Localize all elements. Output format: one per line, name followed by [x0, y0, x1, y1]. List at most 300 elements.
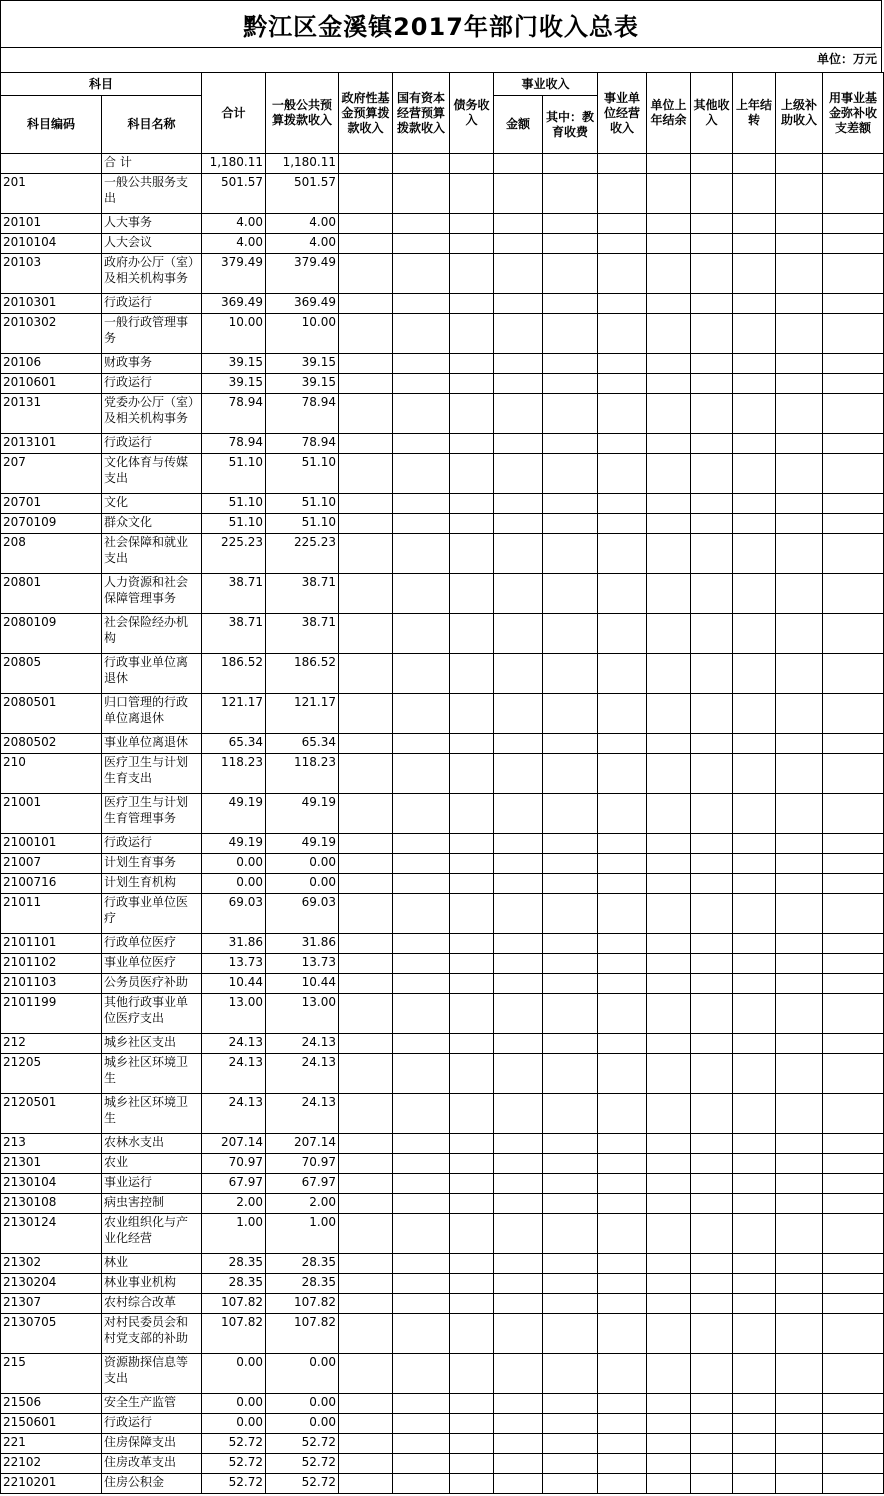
general-budget-cell: 39.15: [266, 374, 339, 394]
empty-cell: [776, 1454, 823, 1474]
total-cell: 51.10: [202, 494, 266, 514]
empty-cell: [691, 754, 733, 794]
empty-cell: [776, 1174, 823, 1194]
empty-cell: [494, 394, 543, 434]
empty-cell: [647, 694, 691, 734]
table-row: [1, 1214, 884, 1254]
empty-cell: [450, 1034, 494, 1054]
empty-cell: [776, 1194, 823, 1214]
total-cell: 1.00: [202, 1214, 266, 1254]
total-cell: 369.49: [202, 294, 266, 314]
empty-cell: [691, 874, 733, 894]
general-budget-cell: 13.73: [266, 954, 339, 974]
empty-cell: [733, 1154, 776, 1174]
empty-cell: [647, 454, 691, 494]
subject-name-cell: 农业: [102, 1154, 202, 1174]
empty-cell: [543, 1134, 598, 1154]
empty-cell: [691, 1034, 733, 1054]
empty-cell: [339, 1054, 393, 1094]
subject-name-cell: 公务员医疗补助: [102, 974, 202, 994]
subject-code-cell: 213: [1, 1134, 102, 1154]
empty-cell: [598, 874, 647, 894]
unit-label: 单位：万元: [0, 48, 882, 72]
total-cell: 225.23: [202, 534, 266, 574]
empty-cell: [647, 1194, 691, 1214]
empty-cell: [393, 234, 450, 254]
empty-cell: [543, 694, 598, 734]
empty-cell: [494, 514, 543, 534]
empty-cell: [733, 754, 776, 794]
empty-cell: [339, 614, 393, 654]
subject-code-cell: 20805: [1, 654, 102, 694]
header-debt: 债务收入: [450, 73, 494, 154]
empty-cell: [647, 1294, 691, 1314]
subject-code-cell: 21007: [1, 854, 102, 874]
empty-cell: [598, 1354, 647, 1394]
empty-cell: [733, 1214, 776, 1254]
empty-cell: [450, 954, 494, 974]
general-budget-cell: 13.00: [266, 994, 339, 1034]
empty-cell: [647, 1094, 691, 1134]
subject-name-cell: 事业运行: [102, 1174, 202, 1194]
empty-cell: [450, 1394, 494, 1414]
empty-cell: [494, 974, 543, 994]
total-cell: 28.35: [202, 1254, 266, 1274]
table-row: [1, 934, 884, 954]
header-subject: 科目: [1, 73, 202, 96]
empty-cell: [450, 1274, 494, 1294]
empty-cell: [339, 1254, 393, 1274]
empty-cell: [776, 434, 823, 454]
total-cell: 38.71: [202, 614, 266, 654]
empty-cell: [450, 254, 494, 294]
general-budget-cell: 369.49: [266, 294, 339, 314]
subject-code-cell: 2130104: [1, 1174, 102, 1194]
empty-cell: [823, 374, 884, 394]
empty-cell: [776, 354, 823, 374]
general-budget-cell: 0.00: [266, 874, 339, 894]
empty-cell: [598, 954, 647, 974]
empty-cell: [598, 794, 647, 834]
header-career-income: 事业收入: [494, 73, 598, 96]
empty-cell: [393, 1394, 450, 1414]
empty-cell: [494, 1134, 543, 1154]
empty-cell: [823, 434, 884, 454]
empty-cell: [691, 1434, 733, 1454]
empty-cell: [450, 1434, 494, 1454]
empty-cell: [733, 154, 776, 174]
subject-code-cell: [1, 154, 102, 174]
empty-cell: [823, 1314, 884, 1354]
empty-cell: [543, 1394, 598, 1414]
subject-code-cell: 2010104: [1, 234, 102, 254]
general-budget-cell: 10.44: [266, 974, 339, 994]
subject-code-cell: 2130108: [1, 1194, 102, 1214]
empty-cell: [647, 1354, 691, 1394]
empty-cell: [733, 694, 776, 734]
empty-cell: [823, 354, 884, 374]
subject-name-cell: 住房改革支出: [102, 1454, 202, 1474]
empty-cell: [494, 1054, 543, 1094]
empty-cell: [647, 514, 691, 534]
empty-cell: [647, 754, 691, 794]
header-total: 合计: [202, 73, 266, 154]
empty-cell: [339, 794, 393, 834]
empty-cell: [598, 1414, 647, 1434]
empty-cell: [691, 1474, 733, 1494]
empty-cell: [494, 574, 543, 614]
empty-cell: [494, 834, 543, 854]
subject-name-cell: 医疗卫生与计划生育支出: [102, 754, 202, 794]
empty-cell: [494, 174, 543, 214]
general-budget-cell: 70.97: [266, 1154, 339, 1174]
general-budget-cell: 28.35: [266, 1254, 339, 1274]
empty-cell: [733, 314, 776, 354]
empty-cell: [776, 234, 823, 254]
total-cell: 39.15: [202, 374, 266, 394]
subject-name-cell: 人大事务: [102, 214, 202, 234]
empty-cell: [393, 534, 450, 574]
empty-cell: [647, 1414, 691, 1434]
subject-code-cell: 2130124: [1, 1214, 102, 1254]
empty-cell: [543, 1054, 598, 1094]
empty-cell: [393, 1194, 450, 1214]
subject-name-cell: 行政运行: [102, 434, 202, 454]
empty-cell: [733, 1134, 776, 1154]
total-cell: 70.97: [202, 1154, 266, 1174]
subject-name-cell: 文化: [102, 494, 202, 514]
empty-cell: [647, 314, 691, 354]
subject-name-cell: 农村综合改革: [102, 1294, 202, 1314]
empty-cell: [450, 934, 494, 954]
subject-name-cell: 人大会议: [102, 234, 202, 254]
header-superior-subsidy: 上级补助收入: [776, 73, 823, 154]
empty-cell: [823, 1354, 884, 1394]
empty-cell: [823, 394, 884, 434]
empty-cell: [393, 1134, 450, 1154]
subject-code-cell: 20101: [1, 214, 102, 234]
table-row: [1, 974, 884, 994]
empty-cell: [393, 994, 450, 1034]
empty-cell: [450, 694, 494, 734]
general-budget-cell: 501.57: [266, 174, 339, 214]
empty-cell: [543, 1094, 598, 1134]
empty-cell: [691, 354, 733, 374]
subject-code-cell: 2080109: [1, 614, 102, 654]
empty-cell: [823, 574, 884, 614]
empty-cell: [776, 994, 823, 1034]
subject-code-cell: 2100716: [1, 874, 102, 894]
subject-code-cell: 201: [1, 174, 102, 214]
empty-cell: [691, 1314, 733, 1354]
subject-name-cell: 社会保障和就业支出: [102, 534, 202, 574]
empty-cell: [647, 1434, 691, 1454]
total-cell: 0.00: [202, 1394, 266, 1414]
empty-cell: [450, 494, 494, 514]
empty-cell: [450, 874, 494, 894]
general-budget-cell: 379.49: [266, 254, 339, 294]
empty-cell: [776, 294, 823, 314]
subject-name-cell: 城乡社区支出: [102, 1034, 202, 1054]
empty-cell: [598, 1474, 647, 1494]
empty-cell: [393, 794, 450, 834]
empty-cell: [776, 534, 823, 574]
empty-cell: [823, 154, 884, 174]
subject-name-cell: 林业: [102, 1254, 202, 1274]
subject-name-cell: 安全生产监管: [102, 1394, 202, 1414]
table-row: [1, 694, 884, 734]
empty-cell: [339, 1034, 393, 1054]
empty-cell: [598, 934, 647, 954]
header-general-budget: 一般公共预算拨款收入: [266, 73, 339, 154]
empty-cell: [733, 454, 776, 494]
empty-cell: [339, 1474, 393, 1494]
empty-cell: [494, 254, 543, 294]
empty-cell: [776, 214, 823, 234]
empty-cell: [647, 834, 691, 854]
general-budget-cell: 10.00: [266, 314, 339, 354]
empty-cell: [823, 234, 884, 254]
total-cell: 51.10: [202, 454, 266, 494]
empty-cell: [733, 1174, 776, 1194]
empty-cell: [776, 854, 823, 874]
subject-code-cell: 21011: [1, 894, 102, 934]
empty-cell: [776, 154, 823, 174]
empty-cell: [393, 894, 450, 934]
empty-cell: [450, 654, 494, 694]
empty-cell: [733, 434, 776, 454]
empty-cell: [598, 1034, 647, 1054]
empty-cell: [598, 1054, 647, 1094]
table-row: [1, 254, 884, 294]
total-cell: 52.72: [202, 1434, 266, 1454]
empty-cell: [450, 1354, 494, 1394]
table-row: [1, 994, 884, 1034]
empty-cell: [339, 254, 393, 294]
empty-cell: [598, 494, 647, 514]
empty-cell: [691, 994, 733, 1034]
empty-cell: [691, 234, 733, 254]
empty-cell: [450, 994, 494, 1034]
empty-cell: [450, 574, 494, 614]
empty-cell: [450, 1414, 494, 1434]
empty-cell: [776, 1154, 823, 1174]
table-row: [1, 214, 884, 234]
empty-cell: [339, 234, 393, 254]
empty-cell: [691, 1054, 733, 1094]
empty-cell: [494, 214, 543, 234]
subject-code-cell: 207: [1, 454, 102, 494]
empty-cell: [776, 1294, 823, 1314]
empty-cell: [691, 514, 733, 534]
empty-cell: [647, 894, 691, 934]
empty-cell: [450, 1194, 494, 1214]
subject-name-cell: 行政事业单位离退休: [102, 654, 202, 694]
general-budget-cell: 118.23: [266, 754, 339, 794]
total-cell: 4.00: [202, 214, 266, 234]
empty-cell: [733, 574, 776, 614]
empty-cell: [339, 874, 393, 894]
empty-cell: [494, 1354, 543, 1394]
empty-cell: [543, 954, 598, 974]
empty-cell: [733, 1474, 776, 1494]
empty-cell: [733, 894, 776, 934]
subject-code-cell: 2120501: [1, 1094, 102, 1134]
empty-cell: [543, 574, 598, 614]
empty-cell: [776, 1134, 823, 1154]
empty-cell: [598, 574, 647, 614]
empty-cell: [339, 1314, 393, 1354]
empty-cell: [393, 394, 450, 434]
empty-cell: [494, 314, 543, 354]
empty-cell: [450, 354, 494, 374]
total-cell: 31.86: [202, 934, 266, 954]
total-cell: 38.71: [202, 574, 266, 614]
empty-cell: [393, 754, 450, 794]
empty-cell: [598, 1454, 647, 1474]
empty-cell: [776, 374, 823, 394]
general-budget-cell: 78.94: [266, 394, 339, 434]
empty-cell: [598, 1194, 647, 1214]
empty-cell: [733, 654, 776, 694]
empty-cell: [776, 314, 823, 354]
empty-cell: [647, 654, 691, 694]
empty-cell: [647, 1394, 691, 1414]
general-budget-cell: 39.15: [266, 354, 339, 374]
empty-cell: [691, 1254, 733, 1274]
table-row: [1, 754, 884, 794]
empty-cell: [647, 1154, 691, 1174]
table-row: [1, 154, 884, 174]
income-table: [0, 72, 884, 1494]
empty-cell: [393, 314, 450, 354]
subject-name-cell: 对村民委员会和村党支部的补助: [102, 1314, 202, 1354]
empty-cell: [393, 254, 450, 294]
empty-cell: [450, 394, 494, 434]
empty-cell: [494, 794, 543, 834]
empty-cell: [494, 614, 543, 654]
empty-cell: [733, 354, 776, 374]
total-cell: 24.13: [202, 1094, 266, 1134]
empty-cell: [691, 954, 733, 974]
empty-cell: [598, 1254, 647, 1274]
empty-cell: [647, 1134, 691, 1154]
empty-cell: [494, 994, 543, 1034]
subject-name-cell: 计划生育事务: [102, 854, 202, 874]
empty-cell: [339, 734, 393, 754]
empty-cell: [598, 1174, 647, 1194]
empty-cell: [339, 1274, 393, 1294]
empty-cell: [450, 834, 494, 854]
general-budget-cell: 24.13: [266, 1094, 339, 1134]
empty-cell: [733, 614, 776, 654]
empty-cell: [450, 854, 494, 874]
empty-cell: [691, 934, 733, 954]
empty-cell: [393, 1314, 450, 1354]
empty-cell: [823, 1194, 884, 1214]
general-budget-cell: 4.00: [266, 234, 339, 254]
empty-cell: [393, 874, 450, 894]
subject-name-cell: 资源勘探信息等支出: [102, 1354, 202, 1394]
empty-cell: [494, 1154, 543, 1174]
table-row: [1, 1174, 884, 1194]
table-row: [1, 354, 884, 374]
empty-cell: [647, 1174, 691, 1194]
empty-cell: [393, 834, 450, 854]
empty-cell: [450, 1174, 494, 1194]
empty-cell: [733, 1274, 776, 1294]
empty-cell: [393, 1414, 450, 1434]
table-row: [1, 174, 884, 214]
subject-code-cell: 2101102: [1, 954, 102, 974]
empty-cell: [733, 994, 776, 1034]
empty-cell: [776, 614, 823, 654]
empty-cell: [543, 834, 598, 854]
subject-name-cell: 事业单位离退休: [102, 734, 202, 754]
empty-cell: [494, 1214, 543, 1254]
empty-cell: [543, 214, 598, 234]
empty-cell: [776, 694, 823, 734]
empty-cell: [598, 994, 647, 1034]
empty-cell: [339, 694, 393, 734]
empty-cell: [733, 494, 776, 514]
empty-cell: [647, 1034, 691, 1054]
empty-cell: [647, 394, 691, 434]
general-budget-cell: 51.10: [266, 454, 339, 494]
empty-cell: [647, 994, 691, 1034]
empty-cell: [598, 1214, 647, 1254]
subject-name-cell: 农林水支出: [102, 1134, 202, 1154]
total-cell: 13.00: [202, 994, 266, 1034]
general-budget-cell: 49.19: [266, 794, 339, 834]
empty-cell: [776, 1354, 823, 1394]
total-cell: 379.49: [202, 254, 266, 294]
subject-code-cell: 2130204: [1, 1274, 102, 1294]
subject-name-cell: 人力资源和社会保障管理事务: [102, 574, 202, 614]
subject-code-cell: 2101103: [1, 974, 102, 994]
empty-cell: [598, 1394, 647, 1414]
empty-cell: [823, 1394, 884, 1414]
empty-cell: [647, 954, 691, 974]
empty-cell: [543, 174, 598, 214]
subject-name-cell: 社会保险经办机构: [102, 614, 202, 654]
empty-cell: [776, 874, 823, 894]
empty-cell: [598, 734, 647, 754]
subject-code-cell: 20106: [1, 354, 102, 374]
general-budget-cell: 38.71: [266, 614, 339, 654]
empty-cell: [393, 1354, 450, 1394]
subject-code-cell: 2150601: [1, 1414, 102, 1434]
general-budget-cell: 51.10: [266, 514, 339, 534]
empty-cell: [691, 834, 733, 854]
empty-cell: [823, 1414, 884, 1434]
general-budget-cell: 24.13: [266, 1034, 339, 1054]
subject-name-cell: 城乡社区环境卫生: [102, 1094, 202, 1134]
empty-cell: [598, 534, 647, 574]
empty-cell: [543, 754, 598, 794]
empty-cell: [598, 1134, 647, 1154]
empty-cell: [393, 854, 450, 874]
subject-code-cell: 21307: [1, 1294, 102, 1314]
table-row: [1, 614, 884, 654]
empty-cell: [823, 894, 884, 934]
empty-cell: [543, 1294, 598, 1314]
empty-cell: [691, 734, 733, 754]
empty-cell: [691, 1194, 733, 1214]
table-row: [1, 654, 884, 694]
empty-cell: [691, 374, 733, 394]
total-cell: 121.17: [202, 694, 266, 734]
